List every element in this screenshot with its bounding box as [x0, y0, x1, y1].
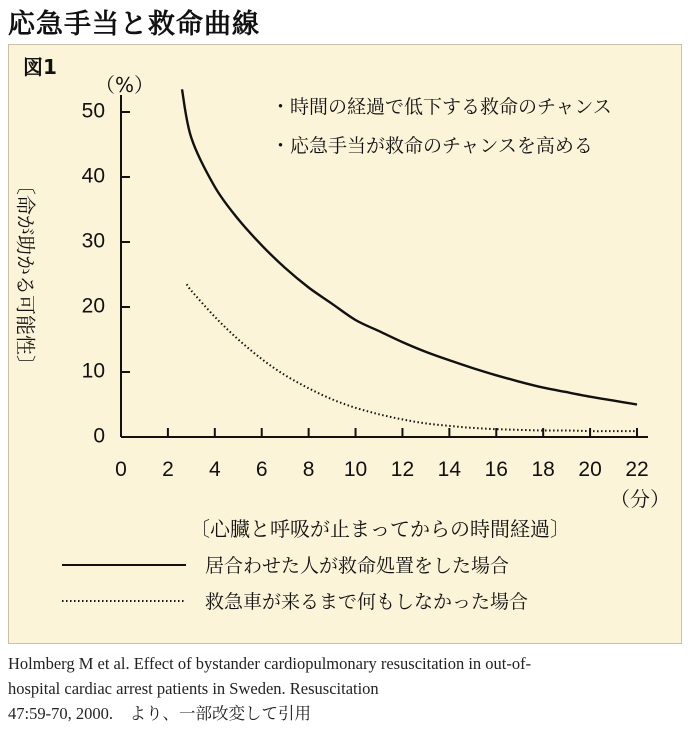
legend-label-solid: 居合わせた人が救命処置をした場合 [205, 555, 510, 577]
citation-line-3: 47:59-70, 2000. より、一部改変して引用 [8, 704, 311, 723]
y-tick-label: 20 [81, 294, 105, 318]
x-tick-label: 0 [115, 458, 127, 481]
y-tick-label: 50 [81, 99, 105, 123]
x-axis-title: 〔心臓と呼吸が止まってからの時間経過〕 [190, 517, 570, 541]
y-tick-label: 10 [81, 359, 105, 383]
citation-line-1: Holmberg M et al. Effect of bystander cardiopulmonary resuscitation in out-of- [8, 654, 532, 673]
citation-line-2: hospital cardiac arrest patients in Sweden. Resuscitation [8, 679, 379, 698]
annotation-1: ・時間の経過で低下する救命のチャンス [271, 96, 612, 118]
x-unit-label: （分） [610, 487, 670, 511]
figure-label: 図1 [23, 55, 57, 79]
citation-caption [8, 651, 688, 726]
x-tick-label: 18 [531, 458, 555, 481]
x-tick-label: 4 [208, 458, 221, 481]
y-tick-label: 40 [81, 164, 105, 188]
x-tick-label: 6 [255, 458, 268, 481]
y-tick-label: 30 [81, 229, 105, 253]
x-tick-label: 22 [625, 458, 649, 481]
x-tick-label: 14 [437, 458, 462, 481]
x-tick-label: 8 [302, 458, 315, 481]
x-tick-label: 10 [343, 458, 368, 481]
y-axis-title: 〔命が助かる可能性〕 [13, 175, 38, 375]
x-tick-label: 2 [162, 458, 174, 481]
x-tick-label: 20 [578, 458, 602, 481]
y-unit-label: （%） [95, 73, 155, 97]
series-line-no-action [187, 284, 637, 431]
annotation-2: ・応急手当が救命のチャンスを高める [271, 135, 593, 157]
x-tick-label: 12 [390, 458, 415, 481]
y-tick-label: 0 [93, 424, 105, 448]
page-title: 応急手当と救命曲線 [8, 9, 260, 40]
legend-label-dotted: 救急車が来るまで何もしなかった場合 [205, 591, 529, 613]
x-tick-label: 16 [484, 458, 508, 481]
